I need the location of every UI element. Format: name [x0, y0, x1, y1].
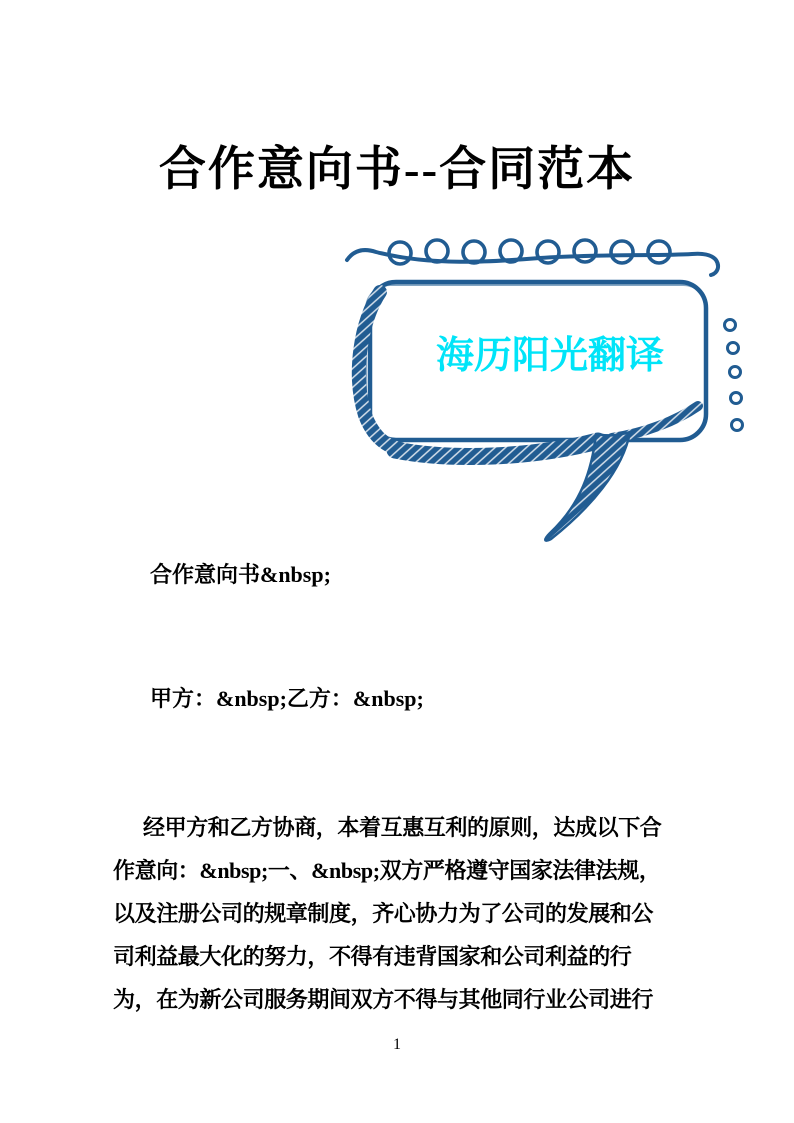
paragraph-line: 以及注册公司的规章制度，齐心协力为了公司的发展和公	[113, 901, 654, 926]
speech-bubble-doodle	[340, 222, 760, 552]
parties-line: 甲方：&nbsp;乙方：&nbsp;	[150, 686, 424, 711]
paragraph-line: 经甲方和乙方协商，本着互惠互利的原则，达成以下合	[143, 815, 662, 840]
bubble-sketch-group	[347, 240, 743, 541]
paragraph-line: 司利益最大化的努力，不得有违背国家和公司利益的行	[113, 944, 632, 969]
watermark-text: 海历阳光翻译	[435, 335, 665, 377]
document-title: 合作意向书--合同范本	[158, 144, 636, 196]
paragraph-line: 为，在为新公司服务期间双方不得与其他同行业公司进行	[113, 987, 654, 1012]
page-number: 1	[393, 1036, 401, 1053]
bubble-left-shade	[359, 292, 400, 449]
body-paragraph	[113, 806, 693, 1021]
watermark-figure	[340, 222, 760, 552]
bubble-bottom-shade	[395, 441, 598, 456]
paragraph-line: 作意向：&nbsp;一、&nbsp;双方严格遵守国家法律法规，	[113, 858, 661, 883]
doc-heading: 合作意向书&nbsp;	[150, 562, 331, 587]
doodle-dots-icon	[725, 320, 743, 431]
